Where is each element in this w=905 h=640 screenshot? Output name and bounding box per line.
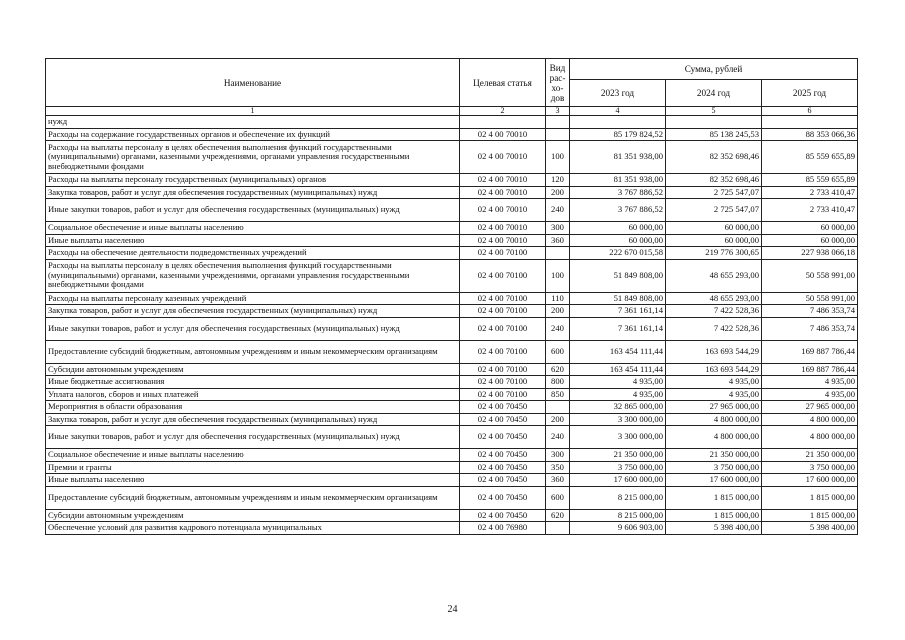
row-target-article: 02 4 00 70010 [460, 141, 546, 174]
row-sum-2024: 21 350 000,00 [666, 449, 762, 462]
row-sum-2025: 4 935,00 [762, 376, 858, 389]
row-target-article: 02 4 00 70010 [460, 222, 546, 235]
row-target-article: 02 4 00 70100 [460, 363, 546, 376]
row-target-article: 02 4 00 70450 [460, 474, 546, 487]
row-expense-type: 600 [546, 486, 570, 509]
row-name: Расходы на обеспечение деятельности подведомственных учреждений [46, 247, 460, 260]
table-row [46, 222, 858, 235]
header-year-2023: 2023 год [570, 80, 666, 107]
table-row [46, 292, 858, 305]
table-row [46, 128, 858, 141]
row-expense-type [546, 116, 570, 129]
row-sum-2023: 163 454 111,44 [570, 363, 666, 376]
row-sum-2023: 60 000,00 [570, 222, 666, 235]
row-target-article: 02 4 00 70450 [460, 509, 546, 522]
row-name: Уплата налогов, сборов и иных платежей [46, 388, 460, 401]
row-sum-2025: 7 486 353,74 [762, 305, 858, 318]
row-name: Расходы на содержание государственных органов и обеспечение их функций [46, 128, 460, 141]
row-expense-type: 850 [546, 388, 570, 401]
row-target-article: 02 4 00 70450 [460, 486, 546, 509]
row-target-article: 02 4 00 70450 [460, 449, 546, 462]
table-row [46, 259, 858, 292]
row-sum-2024 [666, 116, 762, 129]
row-sum-2023: 81 351 938,00 [570, 141, 666, 174]
row-sum-2024: 1 815 000,00 [666, 509, 762, 522]
row-sum-2025: 4 935,00 [762, 388, 858, 401]
table-row [46, 388, 858, 401]
row-sum-2023: 81 351 938,00 [570, 174, 666, 187]
row-name: Иные закупки товаров, работ и услуг для обеспечения государственных (муниципальных) нужд [46, 426, 460, 449]
row-sum-2024: 2 725 547,07 [666, 186, 762, 199]
row-sum-2024: 85 138 245,53 [666, 128, 762, 141]
row-sum-2024: 219 776 300,65 [666, 247, 762, 260]
row-sum-2023: 3 300 000,00 [570, 426, 666, 449]
table-row [46, 116, 858, 129]
table-row [46, 486, 858, 509]
row-sum-2023 [570, 116, 666, 129]
row-sum-2024: 163 693 544,29 [666, 340, 762, 363]
row-name: Закупка товаров, работ и услуг для обеспечения государственных (муниципальных) нужд [46, 186, 460, 199]
row-target-article: 02 4 00 70100 [460, 259, 546, 292]
row-sum-2024: 5 398 400,00 [666, 522, 762, 535]
row-name: Предоставление субсидий бюджетным, автономным учреждениям и иным некоммерческим организациям [46, 340, 460, 363]
row-target-article [460, 116, 546, 129]
table-body [46, 107, 858, 535]
row-expense-type: 240 [546, 426, 570, 449]
row-sum-2023: 3 750 000,00 [570, 461, 666, 474]
row-sum-2023: 17 600 000,00 [570, 474, 666, 487]
row-target-article: 02 4 00 70010 [460, 234, 546, 247]
table-row [46, 234, 858, 247]
row-sum-2023: 51 849 808,00 [570, 259, 666, 292]
row-sum-2025: 5 398 400,00 [762, 522, 858, 535]
row-target-article: 02 4 00 70010 [460, 128, 546, 141]
row-name: Премии и гранты [46, 461, 460, 474]
row-expense-type: 110 [546, 292, 570, 305]
table-row [46, 449, 858, 462]
row-expense-type: 800 [546, 376, 570, 389]
row-expense-type: 300 [546, 449, 570, 462]
header-vid: Вид рас-хо-дов [546, 59, 570, 107]
page-number: 24 [447, 604, 458, 615]
row-sum-2025: 50 558 991,00 [762, 292, 858, 305]
header-name: Наименование [46, 59, 460, 107]
row-expense-type: 620 [546, 363, 570, 376]
row-sum-2025: 1 815 000,00 [762, 509, 858, 522]
row-sum-2023: 8 215 000,00 [570, 486, 666, 509]
table-row [46, 413, 858, 426]
row-expense-type: 360 [546, 474, 570, 487]
row-sum-2023: 3 767 886,52 [570, 186, 666, 199]
row-target-article: 02 4 00 70010 [460, 186, 546, 199]
row-sum-2023: 9 606 903,00 [570, 522, 666, 535]
row-name: Иные выплаты населению [46, 474, 460, 487]
row-expense-type: 200 [546, 305, 570, 318]
row-target-article: 02 4 00 70450 [460, 426, 546, 449]
row-expense-type: 350 [546, 461, 570, 474]
row-sum-2023: 7 361 161,14 [570, 317, 666, 340]
row-sum-2024: 4 800 000,00 [666, 426, 762, 449]
budget-table [45, 58, 858, 535]
table-header [46, 59, 858, 107]
row-expense-type: 600 [546, 340, 570, 363]
table-row [46, 522, 858, 535]
table-row [46, 199, 858, 222]
table-row [46, 401, 858, 414]
row-sum-2024: 17 600 000,00 [666, 474, 762, 487]
row-name: Закупка товаров, работ и услуг для обеспечения государственных (муниципальных) нужд [46, 413, 460, 426]
column-index: 6 [762, 107, 858, 116]
column-index-row [46, 107, 858, 116]
row-expense-type [546, 128, 570, 141]
row-sum-2025: 50 558 991,00 [762, 259, 858, 292]
row-target-article: 02 4 00 70010 [460, 174, 546, 187]
row-sum-2023: 3 300 000,00 [570, 413, 666, 426]
row-target-article: 02 4 00 70100 [460, 317, 546, 340]
header-sum: Сумма, рублей [570, 59, 858, 80]
table-row [46, 247, 858, 260]
row-name: Иные закупки товаров, работ и услуг для обеспечения государственных (муниципальных) нужд [46, 317, 460, 340]
row-sum-2023: 4 935,00 [570, 376, 666, 389]
row-sum-2024: 1 815 000,00 [666, 486, 762, 509]
row-expense-type: 100 [546, 259, 570, 292]
header-article: Целевая статья [460, 59, 546, 107]
row-expense-type: 240 [546, 317, 570, 340]
row-sum-2025: 17 600 000,00 [762, 474, 858, 487]
row-sum-2024: 48 655 293,00 [666, 259, 762, 292]
row-name: Иные бюджетные ассигнования [46, 376, 460, 389]
row-name: Социальное обеспечение и иные выплаты населению [46, 222, 460, 235]
row-sum-2024: 60 000,00 [666, 234, 762, 247]
row-sum-2025: 227 938 066,18 [762, 247, 858, 260]
row-target-article: 02 4 00 70450 [460, 413, 546, 426]
row-target-article: 02 4 00 76980 [460, 522, 546, 535]
row-sum-2023: 7 361 161,14 [570, 305, 666, 318]
row-sum-2025: 4 800 000,00 [762, 413, 858, 426]
row-target-article: 02 4 00 70100 [460, 247, 546, 260]
table-row [46, 141, 858, 174]
row-sum-2024: 4 935,00 [666, 388, 762, 401]
row-expense-type: 620 [546, 509, 570, 522]
row-sum-2024: 60 000,00 [666, 222, 762, 235]
row-sum-2023: 163 454 111,44 [570, 340, 666, 363]
column-index: 1 [46, 107, 460, 116]
header-year-2025: 2025 год [762, 80, 858, 107]
row-target-article: 02 4 00 70100 [460, 292, 546, 305]
row-name: Обеспечение условий для развития кадрового потенциала муниципальных [46, 522, 460, 535]
row-sum-2025: 1 815 000,00 [762, 486, 858, 509]
row-sum-2025: 2 733 410,47 [762, 186, 858, 199]
row-sum-2024: 82 352 698,46 [666, 174, 762, 187]
row-sum-2023: 8 215 000,00 [570, 509, 666, 522]
column-index: 2 [460, 107, 546, 116]
row-sum-2025: 27 965 000,00 [762, 401, 858, 414]
column-index: 4 [570, 107, 666, 116]
row-target-article: 02 4 00 70100 [460, 376, 546, 389]
row-name: Субсидии автономным учреждениям [46, 509, 460, 522]
row-sum-2024: 7 422 528,36 [666, 305, 762, 318]
row-sum-2025: 2 733 410,47 [762, 199, 858, 222]
row-target-article: 02 4 00 70450 [460, 461, 546, 474]
row-expense-type [546, 247, 570, 260]
row-sum-2023: 3 767 886,52 [570, 199, 666, 222]
row-sum-2023: 85 179 824,52 [570, 128, 666, 141]
row-target-article: 02 4 00 70450 [460, 401, 546, 414]
row-sum-2025: 85 559 655,89 [762, 141, 858, 174]
row-sum-2024: 4 935,00 [666, 376, 762, 389]
row-target-article: 02 4 00 70100 [460, 340, 546, 363]
row-name: нужд [46, 116, 460, 129]
row-sum-2025: 88 353 066,36 [762, 128, 858, 141]
row-name: Предоставление субсидий бюджетным, автономным учреждениям и иным некоммерческим организациям [46, 486, 460, 509]
row-sum-2025: 85 559 655,89 [762, 174, 858, 187]
table-row [46, 340, 858, 363]
row-sum-2023: 32 865 000,00 [570, 401, 666, 414]
row-name: Расходы на выплаты персоналу в целях обеспечения выполнения функций государственными (муниципальными) органами, казенными учреждениями, органами управления государственными внебюджетными фондами [46, 259, 460, 292]
row-sum-2023: 21 350 000,00 [570, 449, 666, 462]
row-expense-type: 300 [546, 222, 570, 235]
row-target-article: 02 4 00 70100 [460, 388, 546, 401]
row-sum-2023: 60 000,00 [570, 234, 666, 247]
table-row [46, 363, 858, 376]
row-sum-2025: 7 486 353,74 [762, 317, 858, 340]
row-sum-2023: 4 935,00 [570, 388, 666, 401]
row-sum-2025: 169 887 786,44 [762, 340, 858, 363]
table-row [46, 461, 858, 474]
row-name: Расходы на выплаты персоналу государственных (муниципальных) органов [46, 174, 460, 187]
column-index: 3 [546, 107, 570, 116]
row-sum-2024: 4 800 000,00 [666, 413, 762, 426]
row-expense-type [546, 522, 570, 535]
row-name: Субсидии автономным учреждениям [46, 363, 460, 376]
row-sum-2024: 3 750 000,00 [666, 461, 762, 474]
row-name: Закупка товаров, работ и услуг для обеспечения государственных (муниципальных) нужд [46, 305, 460, 318]
table-row [46, 474, 858, 487]
row-expense-type: 100 [546, 141, 570, 174]
table-row [46, 186, 858, 199]
row-target-article: 02 4 00 70100 [460, 305, 546, 318]
row-sum-2024: 82 352 698,46 [666, 141, 762, 174]
row-sum-2025: 21 350 000,00 [762, 449, 858, 462]
row-expense-type: 200 [546, 413, 570, 426]
table-row [46, 426, 858, 449]
table-row [46, 376, 858, 389]
row-sum-2023: 222 670 015,58 [570, 247, 666, 260]
table-row [46, 174, 858, 187]
row-name: Иные закупки товаров, работ и услуг для обеспечения государственных (муниципальных) нужд [46, 199, 460, 222]
row-sum-2024: 7 422 528,36 [666, 317, 762, 340]
row-sum-2024: 2 725 547,07 [666, 199, 762, 222]
row-name: Расходы на выплаты персоналу в целях обеспечения выполнения функций государственными (муниципальными) органами, казенными учреждениями, органами управления государственными внебюджетными фондами [46, 141, 460, 174]
row-name: Социальное обеспечение и иные выплаты населению [46, 449, 460, 462]
row-sum-2025: 60 000,00 [762, 234, 858, 247]
table-row [46, 317, 858, 340]
row-sum-2024: 163 693 544,29 [666, 363, 762, 376]
row-sum-2025: 169 887 786,44 [762, 363, 858, 376]
row-expense-type: 120 [546, 174, 570, 187]
column-index: 5 [666, 107, 762, 116]
row-expense-type [546, 401, 570, 414]
row-sum-2024: 48 655 293,00 [666, 292, 762, 305]
row-sum-2024: 27 965 000,00 [666, 401, 762, 414]
row-target-article: 02 4 00 70010 [460, 199, 546, 222]
row-name: Иные выплаты населению [46, 234, 460, 247]
row-expense-type: 360 [546, 234, 570, 247]
header-year-2024: 2024 год [666, 80, 762, 107]
table-row [46, 305, 858, 318]
row-expense-type: 240 [546, 199, 570, 222]
row-sum-2025 [762, 116, 858, 129]
row-sum-2025: 4 800 000,00 [762, 426, 858, 449]
row-sum-2023: 51 849 808,00 [570, 292, 666, 305]
row-name: Мероприятия в области образования [46, 401, 460, 414]
row-sum-2025: 3 750 000,00 [762, 461, 858, 474]
table-row [46, 509, 858, 522]
row-sum-2025: 60 000,00 [762, 222, 858, 235]
row-name: Расходы на выплаты персоналу казенных учреждений [46, 292, 460, 305]
row-expense-type: 200 [546, 186, 570, 199]
